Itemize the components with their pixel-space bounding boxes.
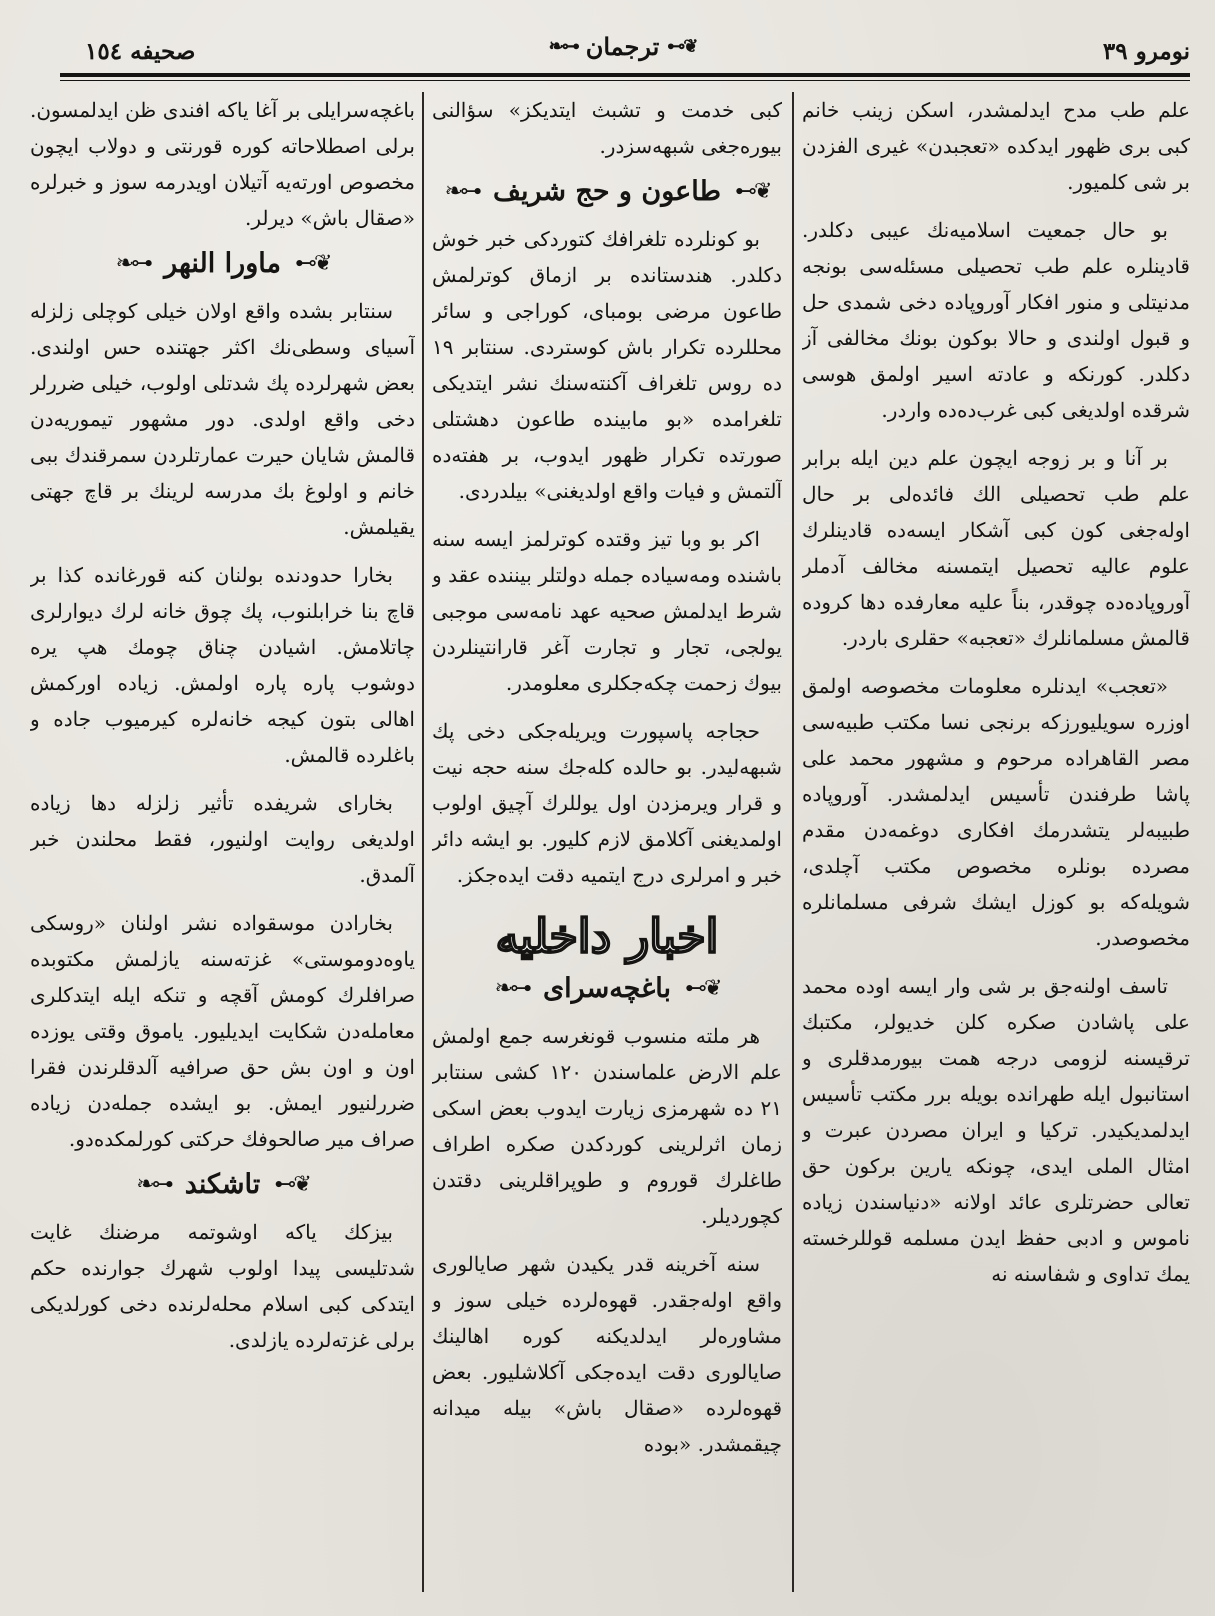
section-heading xyxy=(432,973,782,1004)
article-paragraph: اكر بو وبا تيز وقتده كوترلمز ايسه سنه باشنده ومه‌سياده جمله دولتلر بيننده عقد و شرط ايدلمش صحيه عهد نامه‌سى موجبى يولجى، تجار و تجارت آغر قارانتينلردن بيوك زحمت چكه‌جكلرى معلومدر. xyxy=(432,527,782,695)
section-heading xyxy=(432,176,782,207)
column-left xyxy=(30,92,415,1592)
article-paragraph: سنتابر بشده واقع اولان خيلى كوچلى زلزله آسياى وسطى‌نك اكثر جهتنده حس اولندى. بعض شهرلرده پك شدتلى اولوب، خيلى ضررلر دخى واقع اولدى. دور مشهور تيموريه‌دن قالمش شايان حيرت عمارتلردن سمرقندك ببى خانم و اولوغ بك مدرسه لرينك بر قاچ جهتى يقيلمش. xyxy=(30,299,415,539)
issue-number: نومرو ٣٩ xyxy=(1102,38,1190,65)
fleuron-ornament-icon: ⊷❧ xyxy=(548,36,578,57)
article-paragraph: حجاجه پاسپورت ويريله‌جكى دخى پك شبهه‌ليدر. بو حالده كله‌جك سنه حجه نيت و قرار ويرمزدن اول يوللرك آچيق اولوب اولمديغنى آكلامق لازم كليور. بو ايشه دائر خبر و امرلرى درج ايتميه دقت ايده‌جكز. xyxy=(432,719,782,887)
article-paragraph: بو كونلرده تلغرافك كتوردكى خبر خوش دكلدر. هندستانده بر ازماق كوترلمش طاعون مرضى بومباى، كوراجى و سائر محللرده تكرار باش كوستردى. سنتابر ١٩ ده روس تلغراف آكنته‌سنك نشر ايتديكى تلغرامده «بو مابينده طاعون دهشتلى صورتده تكرار ظهور ايدوب، بر هفته‌ده آلتمش و فيات واقع اولديغنى» بيلدردى. xyxy=(432,227,782,503)
page-header xyxy=(55,28,1190,78)
article-paragraph: بر آنا و بر زوجه ايچون علم دين ايله برابر علم طب تحصيلى الك فائده‌لى بر حال اوله‌جغى كون كبى آشكار ايسه‌ده قادينلرك علوم عاليه تحصيل ايتمسنه مخالف آدملر آوروپاده‌ده چوقدر، بناً عليه معارفده دها كروده قالمش مسلمانلرك «تعجبه» حقلرى باردر. xyxy=(802,446,1190,650)
article-paragraph: بخارا حدودنده بولنان كنه قورغانده كذا بر قاچ بنا خرابلنوب، پك چوق خانه لرك ديوارلرى چاتلامش. اشيادن چناق چومك هپ يره دوشوب پاره پاره اولمش. زياده اوركمش اهالى بتون كيجه خانه‌لره كيرميوب جاده و باغلرده قالمش. xyxy=(30,563,415,767)
section-title-bahcesaray: باغچه‌سراى xyxy=(543,973,671,1004)
page-number: صحيفه ١٥٤ xyxy=(85,38,196,65)
section-heading xyxy=(30,248,415,279)
column-middle xyxy=(432,92,782,1592)
article-paragraph: بيزكك ياكه اوشوتمه مرضنك غايت شدتليسى پيدا اولوب شهرك جوارنده حكم ايتدكى كبى اسلام محله‌لرنده دخى كورلديكى برلى غزته‌لرده يازلدى. xyxy=(30,1220,415,1352)
header-rule-thick xyxy=(60,73,1190,77)
column-divider xyxy=(422,92,424,1592)
fleuron-ornament-icon: ❦⊶ xyxy=(274,1172,309,1197)
fleuron-ornament-icon: ❦⊶ xyxy=(294,251,330,276)
section-title-transoxiana: ماورا النهر xyxy=(164,248,281,279)
column-divider xyxy=(792,92,794,1592)
article-paragraph: سنه آخرينه قدر يكيدن شهر صايالورى واقع اوله‌جقدر. قهوه‌لرده خيلى سوز و مشاوره‌لر ايدلديكنه كوره اهالينك صايالورى دقت ايده‌جكى آكلاشليور. بعض قهوه‌لرده «صقال باش» بيله ميدانه چيقمشدر. «بوده xyxy=(432,1252,782,1456)
article-paragraph: كبى خدمت و تشبث ايتديكز» سؤالنى بيوره‌جغى شبهه‌سزدر. xyxy=(432,98,782,158)
fleuron-ornament-icon: ⊷❧ xyxy=(444,179,480,204)
fleuron-ornament-icon: ❦⊶ xyxy=(667,36,697,57)
masthead-internal-news: اخبار داخليه xyxy=(495,909,719,963)
fleuron-ornament-icon: ❦⊶ xyxy=(684,976,720,1001)
fleuron-ornament-icon: ⊷❧ xyxy=(494,976,530,1001)
article-paragraph: علم طب مدح ايدلمشدر، اسكن زينب خانم كبى برى ظهور ايدكده «تعجبدن» غيرى الفزدن بر شى كلميور. xyxy=(802,98,1190,194)
article-paragraph: بخاراى شريفده تأثير زلزله دها زياده اولديغى روايت اولنيور، فقط محلندن خبر آلمدق. xyxy=(30,791,415,887)
column-right xyxy=(802,92,1190,1592)
article-paragraph: «تعجب» ايدنلره معلومات مخصوصه اولمق اوزره سويليورزكه برنجى نسا مكتب طبيه‌سى مصر القاهراده مرحوم و مشهور محمد على پاشا طرفندن تأسيس ايدلمشدر. آوروپاده طبيبه‌لر يتشدرمك افكارى دوغمه‌دن مقدم مصرده بونلره مخصوص مكتب آچلدى، شويله‌كه بو كوزل ايشك شرفى مسلمانلره مخصوصدر. xyxy=(802,674,1190,950)
article-paragraph: تاسف اولنه‌جق بر شى وار ايسه اوده محمد على پاشادن صكره كلن خديولر، مكتبك ترقيسنه لزومى درجه همت بيورمدقلرى و استانبول ايله طهرانده بويله برر مكتب تأسيس ايدلمديكيدر. تركيا و ايران مصردن عبرت و امثال الملى ايدى، چونكه يارين بركون حق تعالى حضرتلرى عائد اولانه «دنياسندن زياده ناموس و ادبى حفظ ايدن مسلمه قوللرخسته يمك تداوى و شفاسنه نه xyxy=(802,974,1190,1286)
section-heading xyxy=(30,1169,415,1200)
fleuron-ornament-icon: ⊷❧ xyxy=(136,1172,171,1197)
article-paragraph: هر ملته منسوب قونغرسه جمع اولمش علم الارض علماسندن ١٢٠ كشى سنتابر ٢١ ده شهرمزى زيارت ايدوب بعض اسكى زمان اثرلرينى كوردكدن صكره اطراف طاغلرك قوروم و طوپراقلرينى دقتدن كچورديلر. xyxy=(432,1024,782,1228)
section-title-tashkent: تاشكند xyxy=(184,1169,261,1200)
article-paragraph: بخارادن موسقواده نشر اولنان «روسكى ياوه‌دوموستى» غزته‌سنه يازلمش مكتوبده صرافلرك كومش آقچه و تنكه ايله ايتدكلرى معامله‌دن شكايت ايديليور. ياموق وقتى يوزده اون و اون بش حق صرافيه آلدقلرندن فقرا ضررلنيور ايمش. بو ايشده جمله‌دن زياده صراف مير صالحوفك حركتى كورلمكده‌دو. xyxy=(30,911,415,1151)
article-paragraph: باغچه‌سرايلى بر آغا ياكه افندى ظن ايدلمسون. برلى اصطلاحاته كوره قورنتى و دولاب ايچون مخصوص اورته‌يه آتيلان اويدرمه سوز و خبرلره «صقال باش» ديرلر. xyxy=(30,98,415,230)
section-title-plague-hajj: طاعون و حج شريف xyxy=(493,176,721,207)
newspaper-title-text: ترجمان xyxy=(585,32,660,61)
fleuron-ornament-icon: ❦⊶ xyxy=(734,179,770,204)
section-masthead xyxy=(432,905,782,967)
newspaper-title xyxy=(549,32,697,61)
article-paragraph: بو حال جمعيت اسلاميه‌نك عيبى دكلدر. قادينلره علم طب تحصيلى مسئله‌سى بونجه مدنيتلى و منور افكار آوروپاده دخى شمدى حل و قبول اولندى و حالا بوكون بونك مخالفى آز دكلدر. كورنكه و عادته اسير اولمق هوسى شرقده اولديغى كبى غرب‌ده‌ده واردر. xyxy=(802,218,1190,422)
header-rule-thin xyxy=(60,80,1190,81)
fleuron-ornament-icon: ⊷❧ xyxy=(115,251,151,276)
